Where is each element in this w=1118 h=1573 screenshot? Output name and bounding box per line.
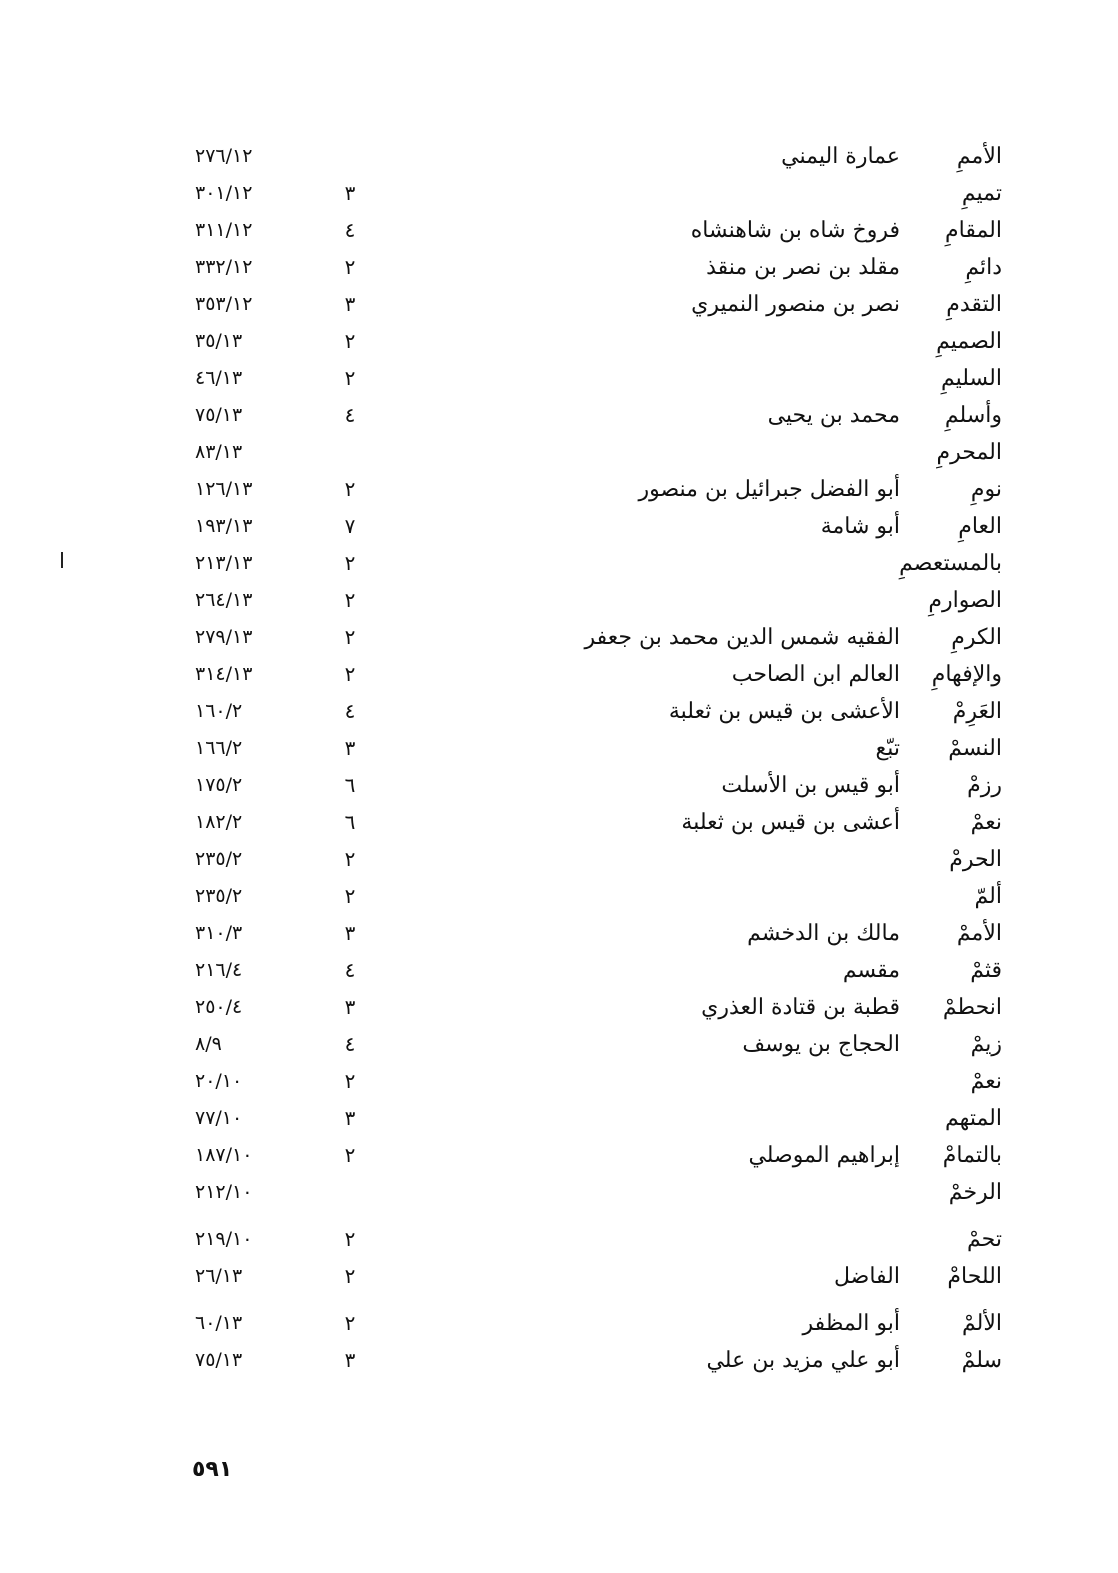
- poet-name: الفقيه شمس الدين محمد بن جعفر: [584, 625, 900, 650]
- volume-page-ref: ٣٠١/١٢: [195, 182, 253, 204]
- poet-name: أعشى بن قيس بن ثعلبة: [681, 810, 900, 835]
- verse-count: ٤: [344, 699, 356, 723]
- rhyme-word: تحمْ: [967, 1227, 1002, 1252]
- volume-page-ref: ١٨٧/١٠: [195, 1144, 253, 1166]
- rhyme-word: الرخمْ: [948, 1180, 1002, 1205]
- poet-name: أبو قيس بن الأسلت: [721, 773, 900, 798]
- poet-name: أبو الفضل جبرائيل بن منصور: [638, 477, 900, 502]
- verse-count: ٣: [344, 181, 356, 205]
- verse-count: ٢: [344, 1143, 356, 1167]
- index-row: [195, 804, 1010, 841]
- poet-name: العالم ابن الصاحب: [731, 662, 900, 687]
- volume-page-ref: ٣٣٢/١٢: [195, 256, 253, 278]
- rhyme-word: نعمْ: [970, 1069, 1002, 1094]
- index-row: [195, 1063, 1010, 1100]
- volume-page-ref: ٢٧٦/١٢: [195, 145, 253, 167]
- index-row: [195, 1221, 1010, 1258]
- rhyme-word: سلمْ: [961, 1348, 1002, 1373]
- volume-page-ref: ٣١١/١٢: [195, 219, 253, 241]
- index-row: [195, 1174, 1010, 1211]
- verse-count: ٣: [344, 1106, 356, 1130]
- volume-page-ref: ٣١٠/٣: [195, 922, 243, 944]
- index-row: [195, 693, 1010, 730]
- rhyme-index-table: [195, 138, 1010, 1379]
- index-row: [195, 249, 1010, 286]
- rhyme-word: الأممْ: [956, 921, 1002, 946]
- rhyme-word: قثمْ: [970, 958, 1002, 983]
- rhyme-word: نعمْ: [970, 810, 1002, 835]
- rhyme-word: الأممِ: [956, 144, 1002, 169]
- rhyme-word: رزمْ: [967, 773, 1002, 798]
- margin-mark: [61, 552, 63, 568]
- rhyme-word: بالمستعصمِ: [899, 551, 1002, 576]
- poet-name: إبراهيم الموصلي: [748, 1143, 900, 1168]
- index-row: [195, 878, 1010, 915]
- volume-page-ref: ٢٧٩/١٣: [195, 626, 253, 648]
- verse-count: ٤: [344, 218, 356, 242]
- rhyme-word: الحرمْ: [949, 847, 1002, 872]
- verse-count: ٣: [344, 1348, 356, 1372]
- poet-name: أبو شامة: [820, 514, 900, 539]
- poet-name: نصر بن منصور النميري: [691, 292, 900, 317]
- volume-page-ref: ١٦٠/٢: [195, 700, 243, 722]
- volume-page-ref: ٨/٩: [195, 1033, 222, 1055]
- verse-count: ٣: [344, 995, 356, 1019]
- verse-count: ٤: [344, 958, 356, 982]
- rhyme-word: وأسلمِ: [944, 403, 1002, 428]
- index-row: [195, 730, 1010, 767]
- rhyme-word: الصميمِ: [936, 329, 1002, 354]
- volume-page-ref: ٢١٣/١٣: [195, 552, 253, 574]
- poet-name: الحجاج بن يوسف: [742, 1032, 900, 1057]
- volume-page-ref: ٢٠/١٠: [195, 1070, 243, 1092]
- poet-name: تبّع: [875, 736, 900, 761]
- index-row: [195, 989, 1010, 1026]
- volume-page-ref: ٣٥/١٣: [195, 330, 243, 352]
- verse-count: ٢: [344, 1311, 356, 1335]
- poet-name: قطبة بن قتادة العذري: [701, 995, 900, 1020]
- verse-count: ٢: [344, 625, 356, 649]
- index-row: [195, 212, 1010, 249]
- verse-count: ٢: [344, 1069, 356, 1093]
- volume-page-ref: ٢٣٥/٢: [195, 848, 243, 870]
- volume-page-ref: ١٢٦/١٣: [195, 478, 253, 500]
- index-row: [195, 619, 1010, 656]
- index-row: [195, 545, 1010, 582]
- poet-name: أبو المظفر: [802, 1311, 900, 1336]
- verse-count: ٢: [344, 1264, 356, 1288]
- rhyme-word: انحطمْ: [942, 995, 1002, 1020]
- verse-count: ٢: [344, 477, 356, 501]
- volume-page-ref: ١٧٥/٢: [195, 774, 243, 796]
- rhyme-word: والإفهامِ: [931, 662, 1002, 687]
- verse-count: ٣: [344, 292, 356, 316]
- verse-count: ٢: [344, 1227, 356, 1251]
- index-row: [195, 360, 1010, 397]
- index-row: [195, 1258, 1010, 1295]
- verse-count: ٢: [344, 662, 356, 686]
- index-row: [195, 582, 1010, 619]
- rhyme-word: العَرِمْ: [952, 699, 1002, 724]
- page-number: ٥٩١: [192, 1457, 233, 1482]
- volume-page-ref: ٤٦/١٣: [195, 367, 243, 389]
- poet-name: أبو علي مزيد بن علي: [706, 1348, 900, 1373]
- volume-page-ref: ٧٥/١٣: [195, 1349, 243, 1371]
- poet-name: عمارة اليمني: [781, 144, 900, 169]
- index-row: [195, 1305, 1010, 1342]
- index-row: [195, 1137, 1010, 1174]
- index-row: [195, 434, 1010, 471]
- verse-count: ٦: [344, 810, 356, 834]
- verse-count: ٣: [344, 736, 356, 760]
- volume-page-ref: ١٦٦/٢: [195, 737, 243, 759]
- index-row: [195, 656, 1010, 693]
- index-row: [195, 508, 1010, 545]
- volume-page-ref: ٢١٢/١٠: [195, 1181, 253, 1203]
- index-row: [195, 286, 1010, 323]
- rhyme-word: بالتمامْ: [942, 1143, 1002, 1168]
- verse-count: ٢: [344, 551, 356, 575]
- rhyme-word: النسمْ: [948, 736, 1002, 761]
- index-row: [195, 175, 1010, 212]
- volume-page-ref: ٢٥٠/٤: [195, 996, 243, 1018]
- verse-count: ٦: [344, 773, 356, 797]
- rhyme-word: السليمِ: [940, 366, 1002, 391]
- volume-page-ref: ٧٥/١٣: [195, 404, 243, 426]
- index-row: [195, 397, 1010, 434]
- verse-count: ٤: [344, 403, 356, 427]
- index-row: [195, 1026, 1010, 1063]
- poet-name: فروخ شاه بن شاهنشاه: [690, 218, 900, 243]
- volume-page-ref: ٢٦/١٣: [195, 1265, 243, 1287]
- verse-count: ٢: [344, 588, 356, 612]
- verse-count: ٧: [344, 514, 356, 538]
- verse-count: ٢: [344, 255, 356, 279]
- rhyme-word: تميمِ: [961, 181, 1002, 206]
- index-row: [195, 1100, 1010, 1137]
- volume-page-ref: ٧٧/١٠: [195, 1107, 243, 1129]
- volume-page-ref: ٣٥٣/١٢: [195, 293, 253, 315]
- volume-page-ref: ٢٣٥/٢: [195, 885, 243, 907]
- rhyme-word: التقدمِ: [946, 292, 1002, 317]
- volume-page-ref: ٢١٩/١٠: [195, 1228, 253, 1250]
- verse-count: ٤: [344, 1032, 356, 1056]
- volume-page-ref: ٨٣/١٣: [195, 441, 243, 463]
- poet-name: الأعشى بن قيس بن ثعلبة: [668, 699, 900, 724]
- rhyme-word: زيمْ: [970, 1032, 1002, 1057]
- volume-page-ref: ٢٦٤/١٣: [195, 589, 253, 611]
- poet-name: مقلد بن نصر بن منقذ: [706, 255, 900, 280]
- rhyme-word: اللحامْ: [947, 1264, 1002, 1289]
- rhyme-word: المحرمِ: [936, 440, 1002, 465]
- rhyme-word: الألمْ: [961, 1311, 1002, 1336]
- volume-page-ref: ٦٠/١٣: [195, 1312, 243, 1334]
- index-row: [195, 1342, 1010, 1379]
- rhyme-word: العامِ: [958, 514, 1002, 539]
- verse-count: ٢: [344, 366, 356, 390]
- volume-page-ref: ١٨٢/٢: [195, 811, 243, 833]
- poet-name: الفاضل: [834, 1264, 900, 1289]
- index-row: [195, 952, 1010, 989]
- poet-name: مالك بن الدخشم: [747, 921, 900, 946]
- verse-count: ٣: [344, 921, 356, 945]
- index-row: [195, 471, 1010, 508]
- verse-count: ٢: [344, 329, 356, 353]
- rhyme-word: ألمّ: [974, 884, 1002, 909]
- verse-count: ٢: [344, 847, 356, 871]
- rhyme-word: الصوارمِ: [928, 588, 1002, 613]
- index-row: [195, 138, 1010, 175]
- rhyme-word: نومِ: [970, 477, 1002, 502]
- volume-page-ref: ١٩٣/١٣: [195, 515, 253, 537]
- poet-name: محمد بن يحيى: [767, 403, 900, 428]
- volume-page-ref: ٣١٤/١٣: [195, 663, 253, 685]
- volume-page-ref: ٢١٦/٤: [195, 959, 243, 981]
- index-row: [195, 767, 1010, 804]
- rhyme-word: دائمِ: [965, 255, 1002, 280]
- rhyme-word: المقامِ: [945, 218, 1002, 243]
- index-row: [195, 323, 1010, 360]
- index-row: [195, 915, 1010, 952]
- rhyme-word: المتهم: [945, 1106, 1002, 1131]
- poet-name: مقسم: [842, 958, 900, 983]
- verse-count: ٢: [344, 884, 356, 908]
- index-row: [195, 841, 1010, 878]
- rhyme-word: الكرمِ: [951, 625, 1002, 650]
